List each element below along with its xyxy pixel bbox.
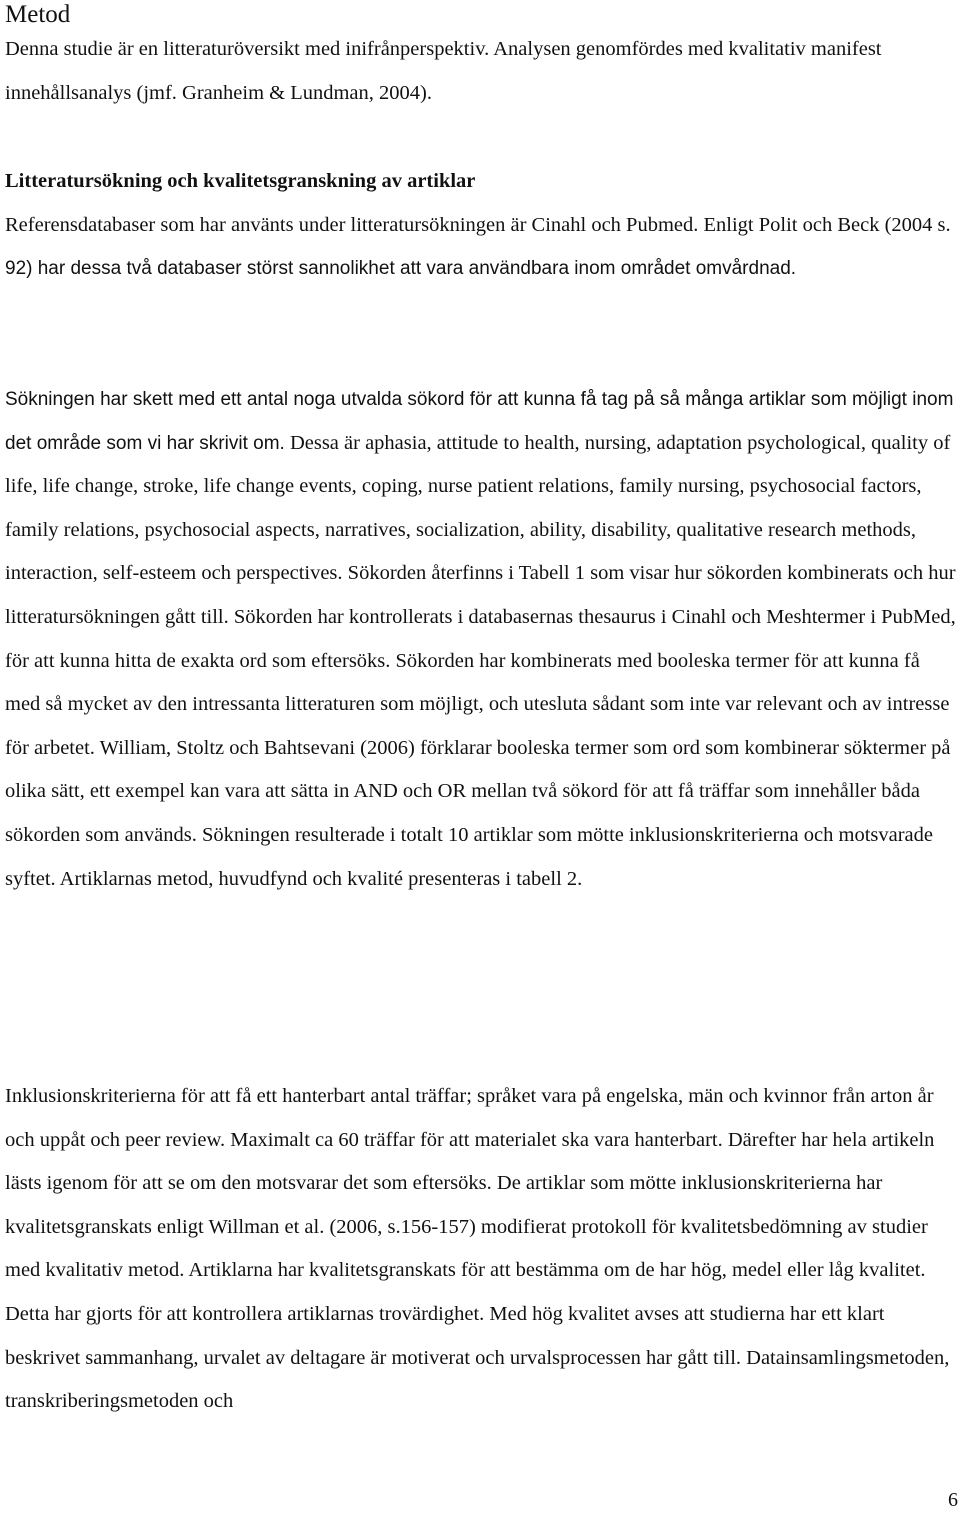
paragraph-databases-sans: 92) har dessa två databaser störst sannolikhet att vara användbara inom området omvårdnad. xyxy=(5,258,797,280)
section-heading: Litteratursökning och kvalitetsgranskning av artiklar xyxy=(5,170,476,192)
paragraph-databases-serif: Referensdatabaser som har använts under litteratursökningen är Cinahl och Pubmed. Enligt Polit och Beck (2004 s. xyxy=(5,213,951,236)
section-literature-search xyxy=(5,160,957,291)
intro-text: Denna studie är en litteraturöversikt med inifrånperspektiv. Analysen genomfördes med kvalitativ manifest innehållsanalys (jmf. Granheim & Lundman, 2004). xyxy=(5,38,882,104)
paragraph-search-terms xyxy=(5,378,957,901)
paragraph-search-sans: Sökningen har skett med ett antal noga utvalda sökord för att kunna få tag på så många artiklar som möjligt inom det område som vi har skrivit om. xyxy=(5,389,954,454)
paragraph-search-serif: Dessa är aphasia, attitude to health, nursing, adaptation psychological, quality of life, life change, stroke, life change events, coping, nurse patient relations, family nursing, psychosocial factors, family relations, psychosocial aspects, narratives, socialization, ability, disability, qualitative research methods, interaction, self-esteem och perspectives. Sökorden återfinns i Tabell 1 som visar hur sökorden kombinerats och hur litteratursökningen gått till. Sökorden har kontrollerats i databasernas thesaurus i Cinahl och Meshtermer i PubMed, för att kunna hitta de exakta ord som eftersöks. Sökorden har kombinerats med booleska termer för att kunna få med så mycket av den intressanta litteraturen som möjligt, och utesluta sådant som inte var relevant och av intresse för arbetet. William, Stoltz och Bahtsevani (2006) förklarar booleska termer som ord som kombinerar söktermer på olika sätt, ett exempel kan vara att sätta in AND och OR mellan två sökord för att få träffar som innehåller båda sökorden som används. Sökningen resulterade i totalt 10 artiklar som mötte inklusionskriterierna och motsvarade syftet. Artiklarnas metod, huvudfynd och kvalité presenteras i tabell 2. xyxy=(5,431,956,890)
page-number: 6 xyxy=(948,1489,958,1511)
intro-paragraph xyxy=(5,28,957,115)
paragraph-inclusion-text: Inklusionskriterierna för att få ett hanterbart antal träffar; språket vara på engelska, män och kvinnor från arton år och uppåt och peer review. Maximalt ca 60 träffar för att materialet ska vara hanterbart. Därefter har hela artikeln lästs igenom för att se om den motsvarar det som eftersöks. De artiklar som mötte inklusionskriterierna har kvalitetsgranskats enligt Willman et al. (2006, s.156-157) modifierat protokoll för kvalitetsbedömning av studier med kvalitativ metod. Artiklarna har kvalitetsgranskats för att bestämma om de har hög, medel eller låg kvalitet. Detta har gjorts för att kontrollera artiklarnas trovärdighet. Med hög kvalitet avses att studierna har ett klart beskrivet sammanhang, urvalet av deltagare är motiverat och urvalsprocessen har gått till. Datainsamlingsmetoden, transkriberingsmetoden och xyxy=(5,1085,950,1413)
paragraph-databases xyxy=(5,204,957,291)
page-heading: Metod xyxy=(5,1,71,28)
paragraph-inclusion-criteria xyxy=(5,1075,957,1424)
